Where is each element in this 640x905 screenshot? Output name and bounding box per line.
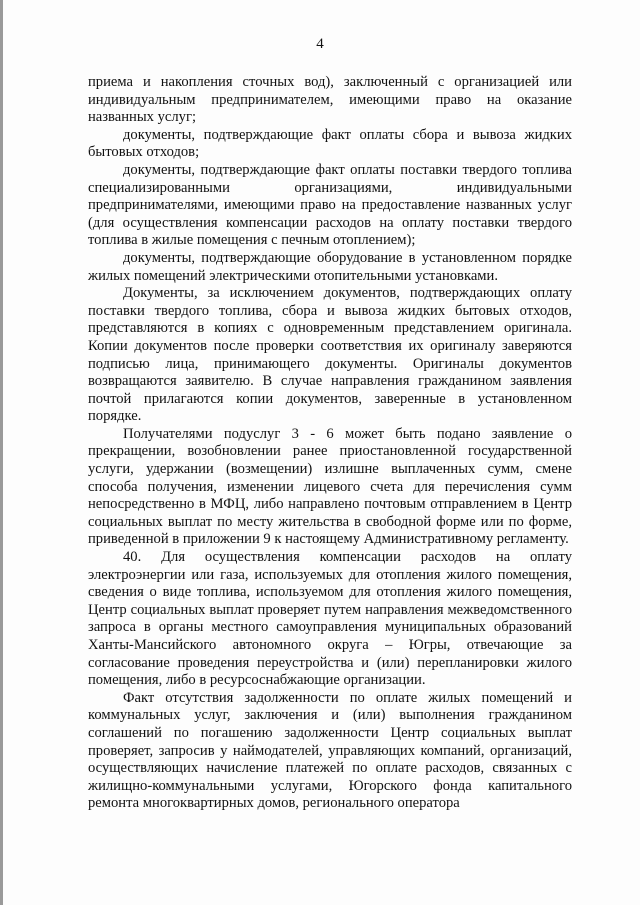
body-text (88, 74, 572, 813)
paragraph-4: документы, подтверждающие оборудование в установленном порядке жилых помещений электрическими отопительными установками. (88, 249, 572, 284)
scan-edge (0, 0, 3, 905)
paragraph-5: Документы, за исключением документов, подтверждающих оплату поставки твердого топлива, сбора и вывоза жидких бытовых отходов, представляются в копиях с одновременным представлением оригинала. Копии документов после проверки соответствия их оригиналу заверяются подписью лица, принимающего документы. Оригиналы документов возвращаются заявителю. В случае направления гражданином заявления почтой прилагаются копии документов, заверенные в установленном порядке. (88, 285, 572, 425)
paragraph-1: приема и накопления сточных вод), заключенный с организацией или индивидуальным предпринимателем, имеющими право на оказание названных услуг; (88, 74, 572, 126)
paragraph-2: документы, подтверждающие факт оплаты сбора и вывоза жидких бытовых отходов; (88, 126, 572, 161)
page-number: 4 (316, 36, 324, 52)
paragraph-6: Получателями подуслуг 3 - 6 может быть подано заявление о прекращении, возобновлении ранее приостановленной государственной услуги, удержании (возмещении) излишне выплаченных сумм, смене способа получения, изменении лицевого счета для перечисления сумм непосредственно в МФЦ, либо направлено почтовым отправлением в Центр социальных выплат по месту жительства в свободной форме или по форме, приведенной в приложении 9 к настоящему Административному регламенту. (88, 425, 572, 548)
paragraph-3: документы, подтверждающие факт оплаты поставки твердого топлива специализированными организациями, индивидуальными предпринимателями, имеющими право на предоставление названных услуг (для осуществления компенсации расходов на оплату поставки твердого топлива в жилые помещения с печным отоплением); (88, 161, 572, 249)
paragraph-7: 40. Для осуществления компенсации расходов на оплату электроэнергии или газа, используемых для отопления жилого помещения, сведения о виде топлива, используемом для отопления жилого помещения, Центр социальных выплат проверяет путем направления межведомственного запроса в органы местного самоуправления муниципальных образований Ханты-Мансийского автономного округа – Югры, отвечающие за согласование проведения переустройства и (или) перепланировки жилого помещения, либо в ресурсоснабжающие организации. (88, 549, 572, 689)
paragraph-8: Факт отсутствия задолженности по оплате жилых помещений и коммунальных услуг, заключения и (или) выполнения гражданином соглашений по погашению задолженности Центр социальных выплат проверяет, запросив у наймодателей, управляющих компаний, организаций, осуществляющих начисление платежей по оплате расходов, связанных с жилищно-коммунальными услугами, Югорского фонда капитального ремонта многоквартирных домов, регионального оператора (88, 689, 572, 812)
